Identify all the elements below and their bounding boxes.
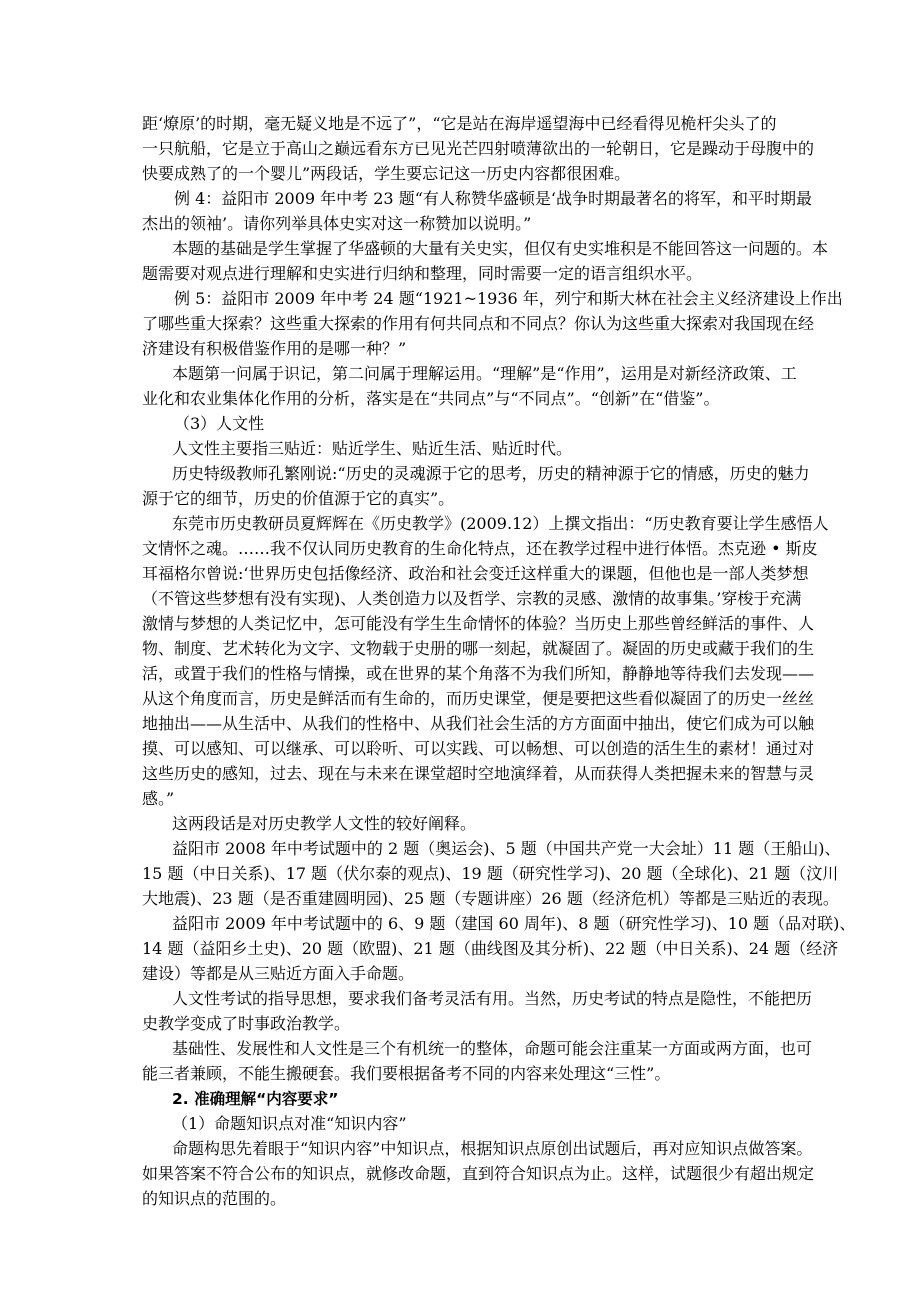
text-line: 源于它的细节，历史的价值源于它的真实”。 [142, 489, 455, 508]
text-line: 建设）等都是从三贴近方面入手命题。 [142, 964, 415, 983]
text-line: 人文性主要指三贴近：贴近学生、贴近生活、贴近时代。 [172, 439, 573, 458]
text-line: 一只航船，它是立于高山之巅远看东方已见光芒四射喷薄欲出的一轮朝日，它是躁动于母腹中的 [142, 139, 815, 158]
text-line: 激情与梦想的人类记忆中，怎可能没有学生生命情怀的体验？当历史上那些曾经鲜活的事件、人 [142, 614, 815, 633]
text-line: 这两段话是对历史教学人文性的较好阐释。 [172, 814, 477, 833]
text-line: 益阳市 2008 年中考试题中的 2 题（奥运会)、5 题（中国共产党一大会址）11 题（王船山)、 [172, 839, 841, 858]
text-line: 耳福格尔曾说:‘世界历史包括像经济、政治和社会变迁这样重大的课题，但他也是一部人类梦想 [142, 564, 809, 583]
text-line: 如果答案不符合公布的知识点，就修改命题，直到符合知识点为止。这样，试题很少有超出规定 [142, 1164, 815, 1183]
text-line: 命题构思先着眼于“知识内容”中知识点，根据知识点原创出试题后，再对应知识点做答案。 [172, 1139, 813, 1158]
text-line: 本题的基础是学生掌握了华盛顿的大量有关史实，但仅有史实堆积是不能回答这一问题的。本 [172, 239, 829, 258]
text-line: 本题第一问属于识记，第二问属于理解运用。“理解”是“作用”，运用是对新经济政策、工 [172, 364, 797, 383]
text-line: 物、制度、艺术转化为文字、文物载于史册的哪一刻起，就凝固了。凝固的历史或藏于我们的生 [142, 639, 815, 658]
text-line: 能三者兼顾，不能生搬硬套。我们要根据备考不同的内容来处理这“三性”。 [142, 1064, 671, 1083]
text-line: 历史特级教师孔繁刚说:“历史的灵魂源于它的思考，历史的精神源于它的情感，历史的魅力 [172, 464, 810, 483]
text-line: 题需要对观点进行理解和史实进行归纳和整理，同时需要一定的语言组织水平。 [142, 264, 703, 283]
text-line: 的知识点的范围的。 [142, 1189, 287, 1208]
text-line: 距‘燎原’的时期，毫无疑义地是不远了”，“它是站在海岸遥望海中已经看得见桅杆尖头了的 [142, 114, 777, 133]
text-line: 济建设有积极借鉴作用的是哪一种？” [142, 339, 407, 358]
text-line: 例 5：益阳市 2009 年中考 24 题“1921~1936 年，列宁和斯大林在社会主义经济建设上作出 [174, 289, 843, 308]
text-line: 大地震)、23 题（是否重建圆明园)、25 题（专题讲座）26 题（经济危机）等都是三贴近的表现。 [142, 889, 839, 908]
text-line: 基础性、发展性和人文性是三个有机统一的整体，命题可能会注重某一方面或两方面，也可 [172, 1039, 813, 1058]
text-line: 文情怀之魂。……我不仅认同历史教育的生命化特点，还在教学过程中进行体悟。杰克逊 • 斯皮 [142, 539, 818, 558]
text-line: 15 题（中日关系)、17 题（伏尔泰的观点)、19 题（研究性学习)、20 题（全球化)、21 题（汶川 [142, 864, 839, 883]
text-line: （不管这些梦想有没有实现)、人类创造力以及哲学、宗教的灵感、激情的故事集。’穿梭于充满 [142, 589, 802, 608]
text-line: 例 4：益阳市 2009 年中考 23 题“有人称赞华盛顿是‘战争时期最著名的将军，和平时期最 [174, 189, 812, 208]
section-heading: 2. 准确理解“内容要求” [172, 1090, 339, 1108]
text-line: 业化和农业集体化作用的分析，落实是在“共同点”与“不同点”。“创新”在“借鉴”。 [142, 389, 720, 408]
text-line: 史教学变成了时事政治教学。 [142, 1014, 351, 1033]
text-line: 杰出的领袖’。请你列举具体史实对这一称赞加以说明。” [142, 214, 532, 233]
subsection-heading: （1）命题知识点对准“知识内容” [172, 1114, 407, 1133]
text-line: 摸、可以感知、可以继承、可以聆听、可以实践、可以畅想、可以创造的活生生的素材！通过对 [142, 739, 815, 758]
text-line: 地抽出——从生活中、从我们的性格中、从我们社会生活的方方面面中抽出，使它们成为可以触 [142, 714, 815, 733]
text-line: 了哪些重大探索？这些重大探索的作用有何共同点和不同点？你认为这些重大探索对我国现在经 [142, 314, 815, 333]
text-line: 活，或置于我们的性格与情操，或在世界的某个角落不为我们所知，静静地等待我们去发现—— [142, 664, 815, 683]
text-line: 益阳市 2009 年中考试题中的 6、9 题（建国 60 周年)、8 题（研究性学习)、10 题（品对联)、 [172, 914, 856, 933]
text-line: 东莞市历史教研员夏辉辉在《历史教学》(2009.12）上撰文指出：“历史教育要让学生感悟人 [172, 514, 829, 533]
text-line: 14 题（益阳乡土史)、20 题（欧盟)、21 题（曲线图及其分析)、22 题（中日关系)、24 题（经济 [142, 939, 839, 958]
section-heading: （3）人文性 [174, 414, 265, 433]
text-line: 从这个角度而言，历史是鲜活而有生命的，而历史课堂，便是要把这些看似凝固了的历史一丝丝 [142, 689, 815, 708]
text-line: 感。” [142, 789, 175, 808]
text-line: 快要成熟了的一个婴儿”两段话，学生要忘记这一历史内容都很困难。 [142, 164, 631, 183]
text-line: 人文性考试的指导思想，要求我们备考灵活有用。当然，历史考试的特点是隐性，不能把历 [172, 989, 813, 1008]
text-line: 这些历史的感知，过去、现在与未来在课堂超时空地演绎着，从而获得人类把握未来的智慧与灵 [142, 764, 815, 783]
